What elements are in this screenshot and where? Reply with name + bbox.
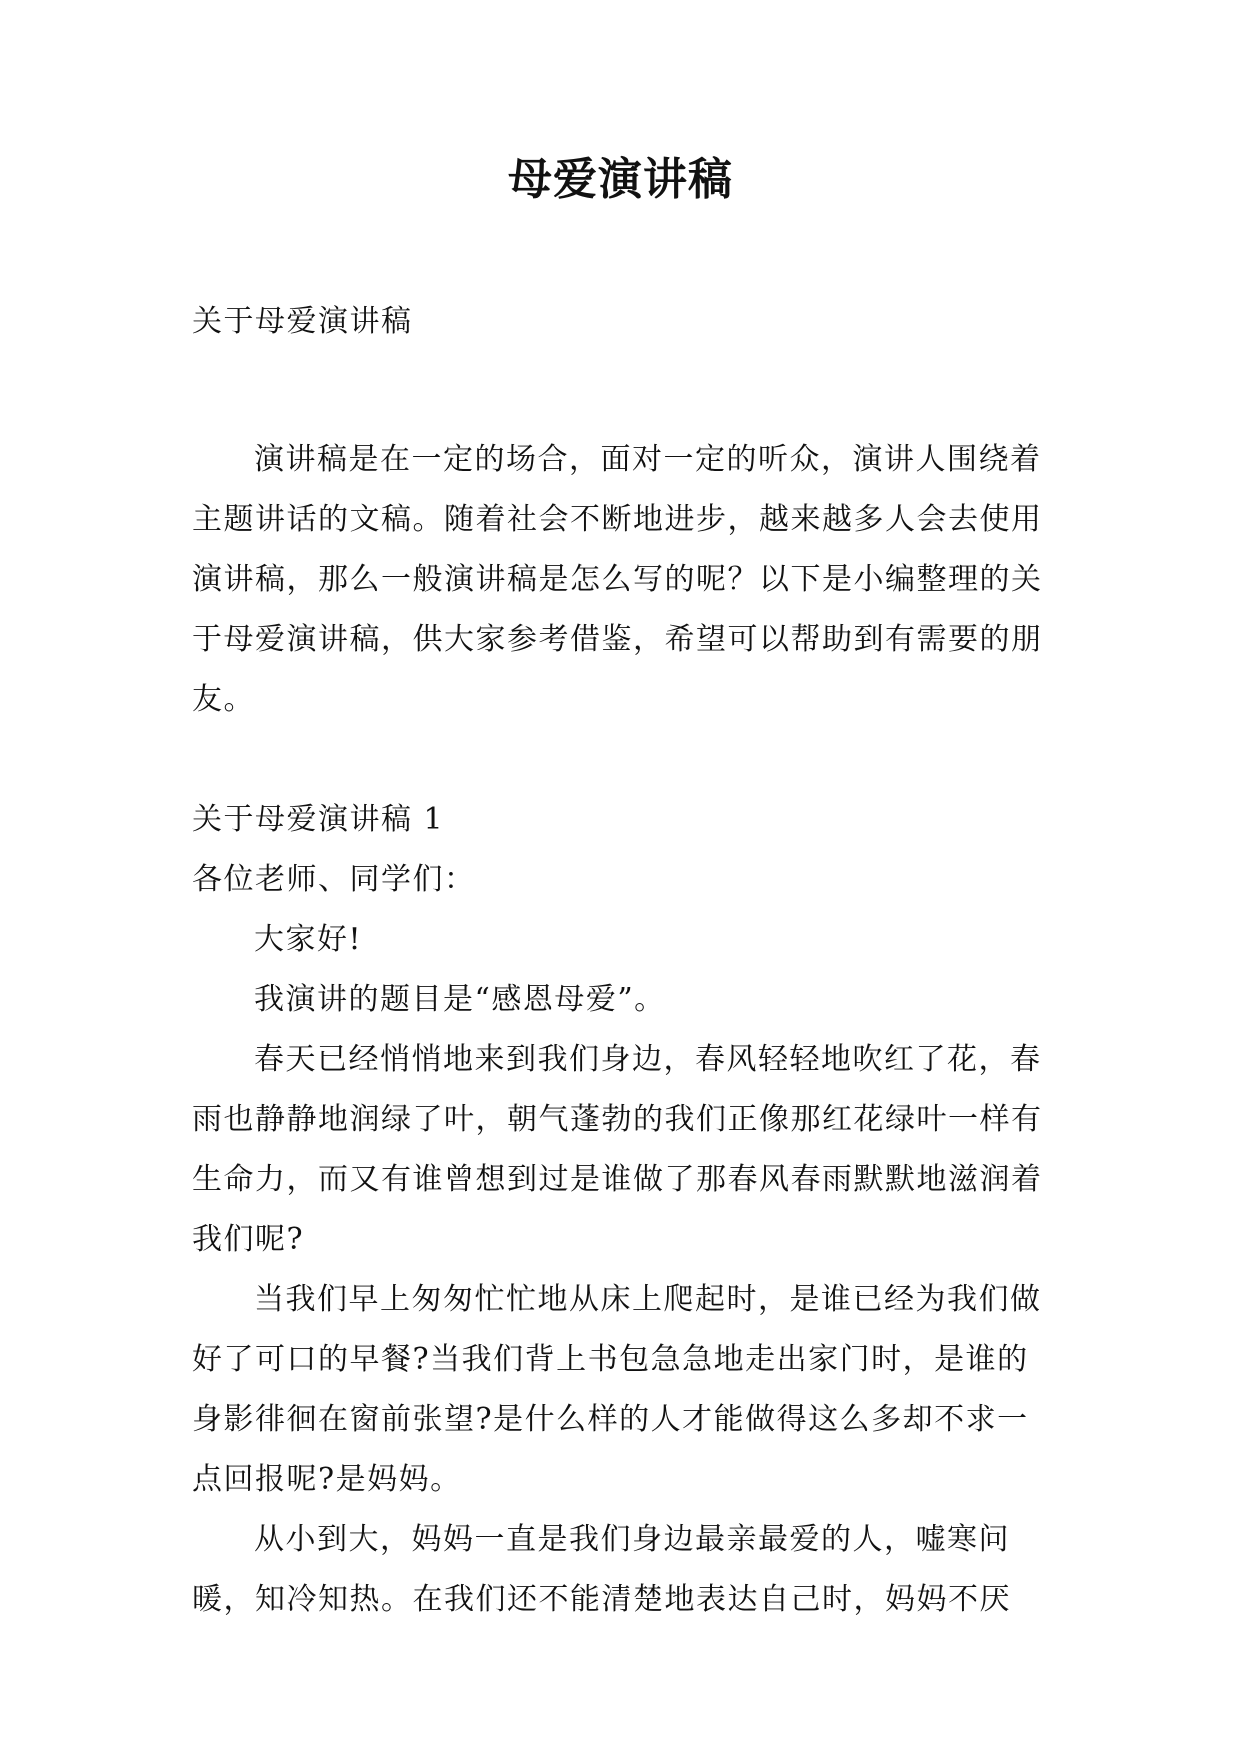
body-paragraph: 从小到大，妈妈一直是我们身边最亲最爱的人，嘘寒问暖，知冷知热。在我们还不能清楚地表达自己时，妈妈不厌: [192, 1522, 1011, 1617]
body-paragraph: 当我们早上匆匆忙忙地从床上爬起时，是谁已经为我们做好了可口的早餐?当我们背上书包急急地走出家门时，是谁的身影徘徊在窗前张望?是什么样的人才能做得这么多却不求一点回报呢?是妈妈。: [192, 1282, 1042, 1497]
body-paragraph: 我演讲的题目是“感恩母爱”。: [254, 982, 666, 1017]
spacer: [192, 760, 1060, 790]
body-paragraph: 大家好!: [254, 922, 363, 957]
spacer: [192, 352, 1060, 430]
document-subtitle: 关于母爱演讲稿: [192, 304, 413, 339]
page-title: 母爱演讲稿: [508, 154, 733, 205]
document-body: [192, 292, 1060, 1630]
section-heading: 关于母爱演讲稿 1: [192, 802, 445, 837]
intro-paragraph: 演讲稿是在一定的场合，面对一定的听众，演讲人围绕着主题讲话的文稿。随着社会不断地进步，越来越多人会去使用演讲稿，那么一般演讲稿是怎么写的呢？以下是小编整理的关于母爱演讲稿，供大家参考借鉴，希望可以帮助到有需要的朋友。: [192, 442, 1043, 717]
body-paragraph: 春天已经悄悄地来到我们身边，春风轻轻地吹红了花，春雨也静静地润绿了叶，朝气蓬勃的我们正像那红花绿叶一样有生命力，而又有谁曾想到过是谁做了那春风春雨默默地滋润着我们呢?: [192, 1042, 1043, 1257]
salutation: 各位老师、同学们：: [192, 862, 476, 897]
spacer: [192, 730, 1060, 760]
